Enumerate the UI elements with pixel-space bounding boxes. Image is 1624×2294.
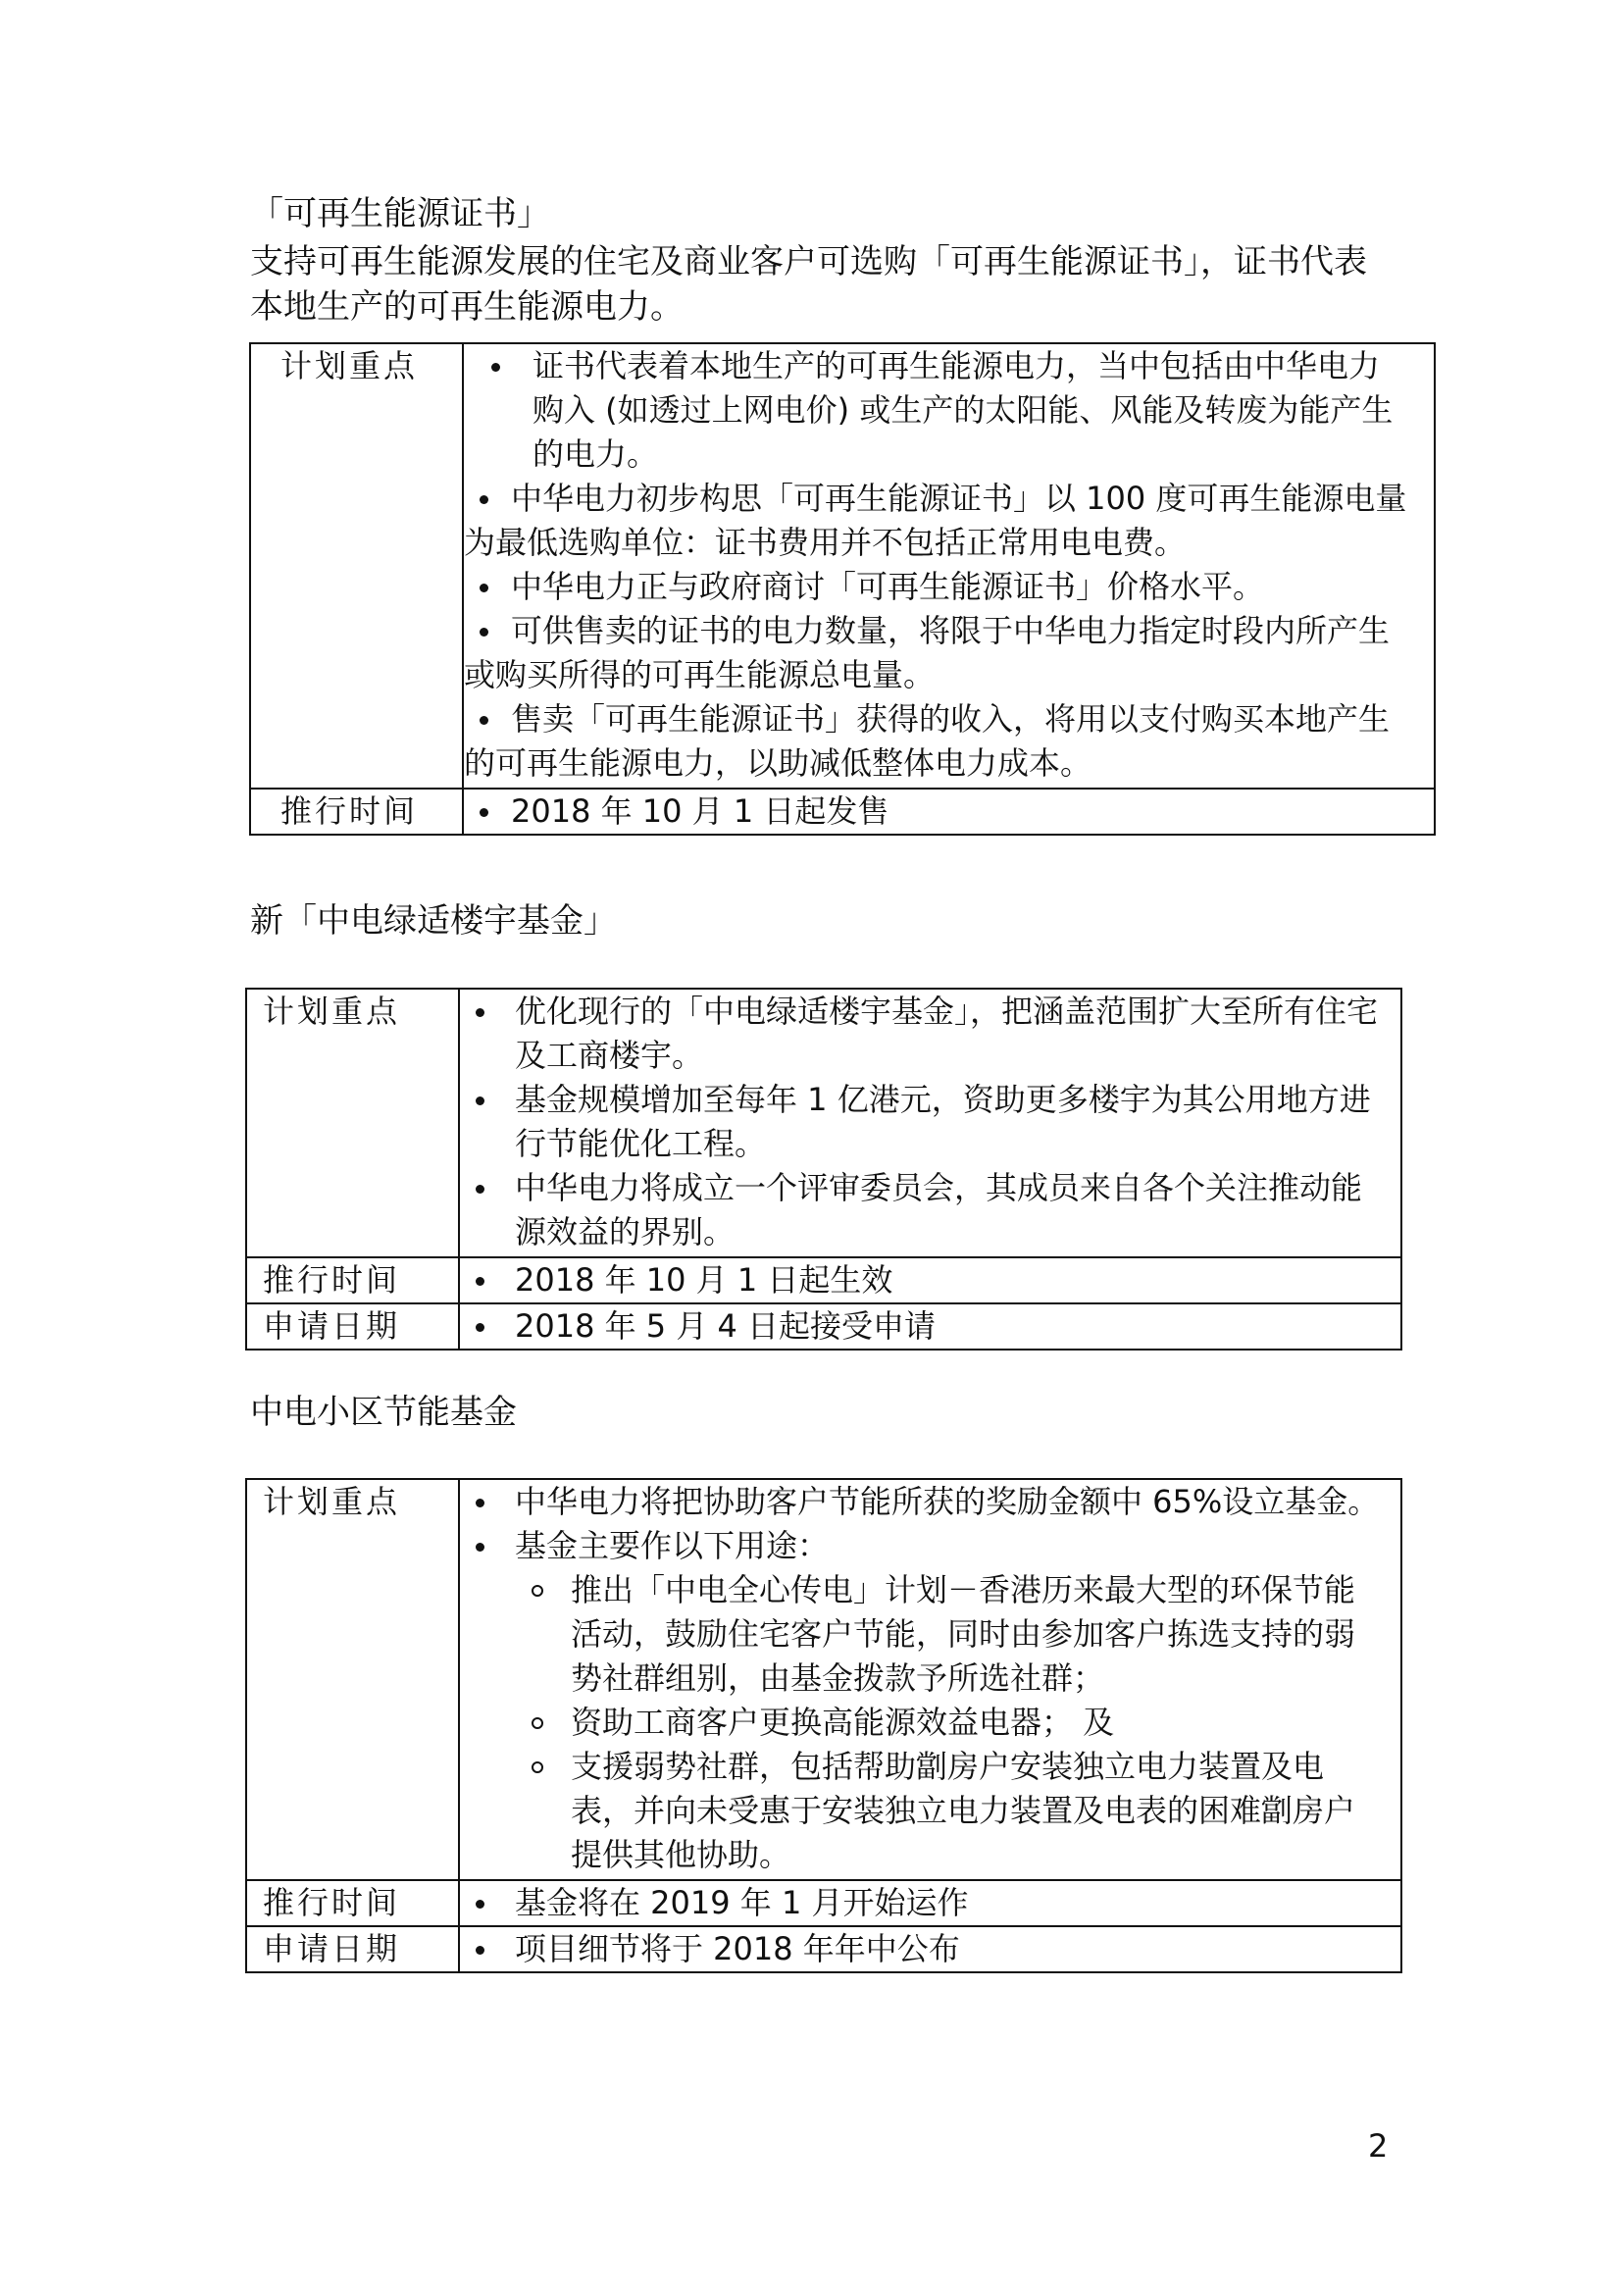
list-item: 中华电力将把协助客户节能所获的奖励金额中 65%设立基金。	[460, 1480, 1385, 1524]
row-label: 计划重点	[246, 989, 459, 1257]
row-label: 推行时间	[246, 1257, 459, 1303]
bullet-icon	[476, 1185, 484, 1194]
bullet-icon	[480, 716, 488, 725]
list-item: 中华电力初步构思「可再生能源证书」以 100 度可再生能源电量为最低选购单位：证书费用并不包括正常用电电费。	[464, 480, 1407, 561]
table-row	[246, 1926, 1401, 1972]
list-item: 可供售卖的证书的电力数量，将限于中华电力指定时段内所产生或购买所得的可再生能源总电量。	[464, 612, 1391, 693]
bullet-icon	[480, 628, 488, 637]
bullet-icon	[476, 1323, 484, 1332]
table-row	[246, 1303, 1401, 1350]
table-row	[250, 789, 1435, 835]
circle-bullet-icon	[532, 1761, 543, 1773]
bullet-icon	[476, 1096, 484, 1105]
list-item: 售卖「可再生能源证书」获得的收入，将用以支付购买本地产生的可再生能源电力，以助减低整体电力成本。	[464, 700, 1391, 782]
list-item: 中华电力正与政府商讨「可再生能源证书」价格水平。	[464, 565, 1410, 609]
row-label: 推行时间	[250, 789, 463, 835]
row-content	[463, 343, 1435, 789]
list-item: 基金主要作以下用途： 推出「中电全心传电」计划－香港历来最大型的环保节能活动，鼓励住宅客户节能，同时由参加客户拣选支持的弱势社群组别，由基金拨款予所选社群； 资助工商客户更换高能源效益电器； 及 支援弱势社群，包括帮助劏房户安装独立电力装置及电表，并向未受惠于安装独立电力装置及电表的困难劏房户提供其他协助。	[460, 1524, 1385, 1877]
section-heading-green-building-fund: 新「中电绿适楼宇基金」	[250, 901, 617, 941]
plan-table-community-energy-fund	[245, 1478, 1402, 1973]
table-row	[246, 989, 1401, 1257]
row-content	[459, 1880, 1401, 1926]
bullet-icon	[476, 1499, 484, 1507]
sub-list	[515, 1568, 1385, 1877]
section-heading-community-energy-fund: 中电小区节能基金	[250, 1393, 517, 1432]
row-content	[459, 1926, 1401, 1972]
list-item: 证书代表着本地生产的可再生能源电力，当中包括由中华电力购入 (如透过上网电价) 或生产的太阳能、风能及转废为能产生的电力。	[464, 344, 1410, 477]
row-content	[459, 989, 1401, 1257]
list-item: 优化现行的「中电绿适楼宇基金」，把涵盖范围扩大至所有住宅及工商楼宇。	[460, 990, 1385, 1078]
list-item: 基金规模增加至每年 1 亿港元，资助更多楼宇为其公用地方进行节能优化工程。	[460, 1078, 1385, 1166]
circle-bullet-icon	[532, 1717, 543, 1729]
row-content	[459, 1303, 1401, 1350]
plan-table-green-building-fund	[245, 988, 1402, 1351]
list-item: 2018 年 10 月 1 日起发售	[464, 790, 1434, 834]
plan-table-renewable-certificate	[249, 342, 1436, 836]
bullet-icon	[491, 363, 500, 372]
bullet-icon	[480, 584, 488, 592]
table-row	[250, 343, 1435, 789]
row-label: 申请日期	[246, 1303, 459, 1350]
circle-bullet-icon	[532, 1585, 543, 1597]
bullet-icon	[476, 1543, 484, 1552]
bullet-icon	[476, 1277, 484, 1286]
table-row	[246, 1479, 1401, 1880]
bullet-icon	[476, 1008, 484, 1017]
sub-list-item: 资助工商客户更换高能源效益电器； 及	[515, 1701, 1385, 1745]
row-label: 推行时间	[246, 1880, 459, 1926]
list-item: 中华电力将成立一个评审委员会，其成员来自各个关注推动能源效益的界别。	[460, 1166, 1385, 1254]
bullet-icon	[476, 1900, 484, 1909]
bullet-icon	[480, 808, 488, 817]
list-item: 项目细节将于 2018 年年中公布	[460, 1927, 1400, 1971]
bullet-icon	[480, 495, 488, 504]
sub-list-item: 支援弱势社群，包括帮助劏房户安装独立电力装置及电表，并向未受惠于安装独立电力装置及电表的困难劏房户提供其他协助。	[515, 1745, 1385, 1877]
row-content	[459, 1479, 1401, 1880]
row-content	[463, 789, 1435, 835]
section-intro-renewable-certificate: 支持可再生能源发展的住宅及商业客户可选购「可再生能源证书」，证书代表本地生产的可再生能源电力。	[250, 242, 1367, 327]
bullet-icon	[476, 1946, 484, 1955]
section-heading-renewable-certificate: 「可再生能源证书」	[250, 194, 550, 233]
page-number: 2	[1368, 2127, 1389, 2165]
table-row	[246, 1880, 1401, 1926]
sub-list-item: 推出「中电全心传电」计划－香港历来最大型的环保节能活动，鼓励住宅客户节能，同时由参加客户拣选支持的弱势社群组别，由基金拨款予所选社群；	[515, 1568, 1385, 1701]
list-item: 2018 年 5 月 4 日起接受申请	[460, 1304, 1400, 1349]
list-item: 2018 年 10 月 1 日起生效	[460, 1258, 1400, 1302]
row-label: 申请日期	[246, 1926, 459, 1972]
table-row	[246, 1257, 1401, 1303]
row-content	[459, 1257, 1401, 1303]
row-label: 计划重点	[246, 1479, 459, 1880]
list-item: 基金将在 2019 年 1 月开始运作	[460, 1881, 1400, 1925]
row-label: 计划重点	[250, 343, 463, 789]
